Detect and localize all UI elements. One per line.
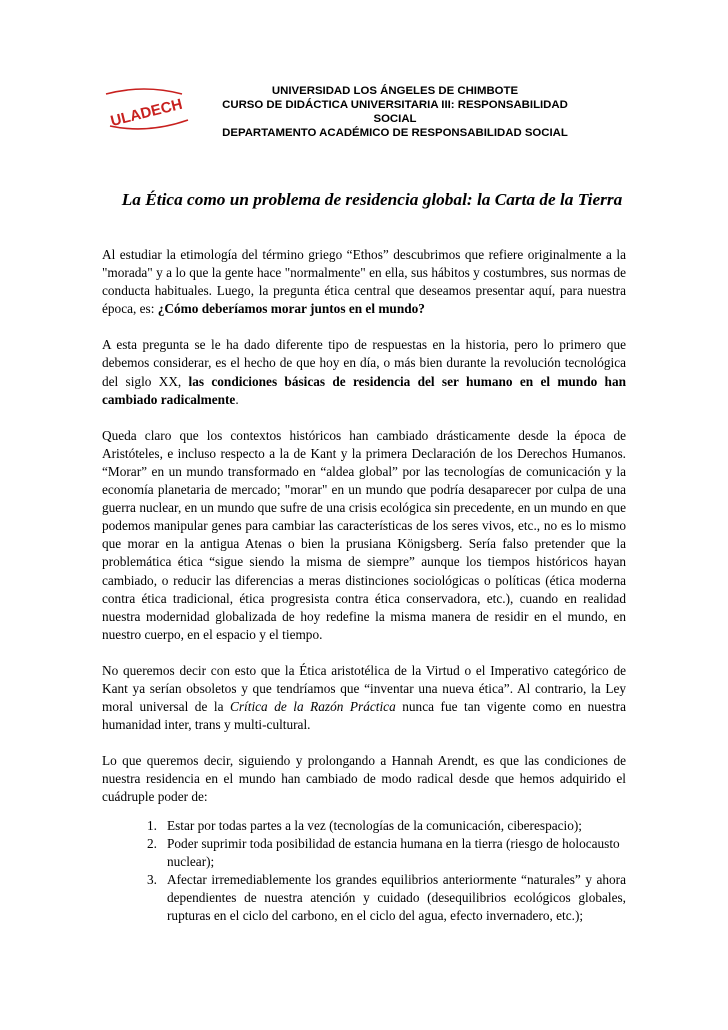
uladech-logo xyxy=(104,86,190,136)
paragraph-5: Lo que queremos decir, siguiendo y prolongando a Hannah Arendt, es que las condiciones de nuestra residencia en el mundo han cambiado de modo radical desde que hemos adquirido el cuádruple poder de: xyxy=(102,753,626,805)
list-item: 1. Estar por todas partes a la vez (tecnologías de la comunicación, ciberespacio); xyxy=(147,817,582,833)
bold-statement: las condiciones básicas de residencia del ser humano en el mundo han cambiado radicalmente xyxy=(102,373,626,407)
list-item: 2. Poder suprimir toda posibilidad de estancia humana en la tierra (riesgo de holocausto nuclear); xyxy=(147,835,620,869)
paragraph-1: Al estudiar la etimología del término griego “Ethos” descubrimos que refiere originalmente a la "morada" y a lo que la gente hace "normalmente" en ella, sus hábitos y costumbres, sus normas de conducta habituales. Luego, la pregunta ética central que deseamos presentar aquí, para nuestra época, es: ¿Cómo deberíamos morar juntos en el mundo? xyxy=(102,247,626,317)
page-title: La Ética como un problema de residencia global: la Carta de la Tierra xyxy=(121,190,623,209)
header-course: CURSO DE DIDÁCTICA UNIVERSITARIA III: RESPONSABILIDAD SOCIAL xyxy=(222,99,568,125)
paragraph-3: Queda claro que los contextos históricos han cambiado drásticamente desde la época de Aristóteles, e incluso respecto a la de Kant y la primera Declaración de los Derechos Humanos. “Morar” en un mundo transformado en “aldea global” por las tecnologías de comunicación y la economía planetaria de mercado; "morar" en un mundo que podría desaparecer por culpa de una guerra nuclear, en un mundo que sufre de una crisis ecológica sin precedente, en un mundo en que podemos manipular genes para cambiar las características de los seres vivos, etc., no es lo mismo que morar en la antigua Atenas o bien la prusiana Königsberg. Sería falso pretender que la problemática ética “sigue siendo la misma de siempre” aunque los tiempos históricos hayan cambiado, o reducir las diferencias a meras distinciones sociológicas o políticas (ética moderna contra ética tradicional, ética progresista contra ética conservadora, etc.), cuando en realidad nuestra modernidad globalizada de hoy redefine la misma manera de residir en el mundo, en nuestro cuerpo, en el espacio y el tiempo. xyxy=(102,427,626,642)
power-list xyxy=(102,817,626,926)
document-header xyxy=(200,84,590,140)
paragraph-2: A esta pregunta se le ha dado diferente tipo de respuestas en la historia, pero lo primero que debemos considerar, es el hecho de que hoy en día, o más bien durante la revolución tecnológica del siglo XX, las condiciones básicas de residencia del ser humano en el mundo han cambiado radicalmente. xyxy=(102,337,626,407)
list-item: 3. Afectar irremediablemente los grandes equilibrios anteriormente “naturales” y ahora dependientes de nuestra atención y cuidado (desequilibrios ecológicos globales, rupturas en el ciclo del carbono, en el ciclo del agua, efecto invernadero, etc.); xyxy=(147,871,626,923)
logo-text: ULADECH xyxy=(108,95,185,130)
bold-question: ¿Cómo deberíamos morar juntos en el mundo? xyxy=(157,301,425,317)
document-body xyxy=(102,246,626,925)
paragraph-4: No queremos decir con esto que la Ética aristotélica de la Virtud o el Imperativo categórico de Kant ya serían obsoletos y que tendríamos que “inventar una nueva ética”. Al contrario, la Ley moral universal de la Crítica de la Razón Práctica nunca fue tan vigente como en nuestra humanidad inter, trans y multi-cultural. xyxy=(102,662,626,733)
header-university: UNIVERSIDAD LOS ÁNGELES DE CHIMBOTE xyxy=(271,85,519,97)
header-department: DEPARTAMENTO ACADÉMICO DE RESPONSABILIDAD SOCIAL xyxy=(222,127,568,139)
italic-book-title: Crítica de la Razón Práctica xyxy=(230,699,396,715)
